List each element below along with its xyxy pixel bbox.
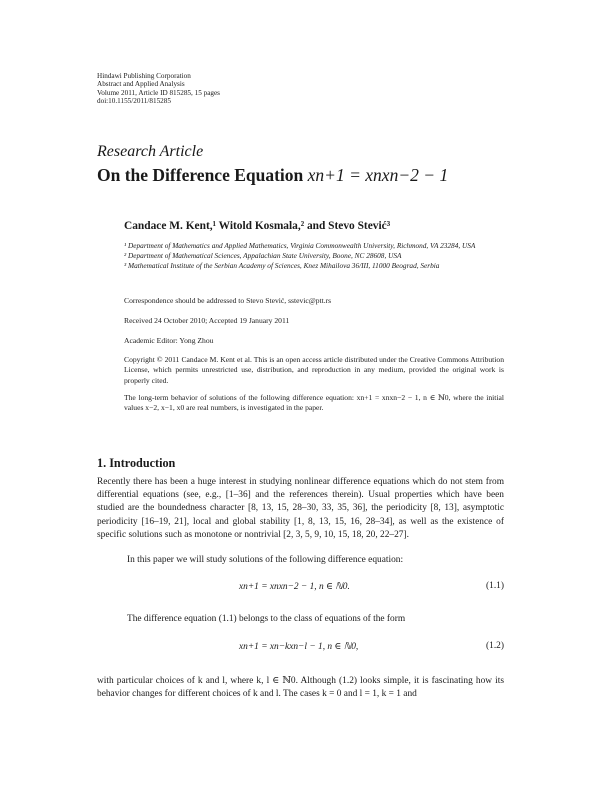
article-type: Research Article xyxy=(97,143,204,160)
title-equation: xn+1 = xnxn−2 − 1 xyxy=(307,165,449,185)
journal-header xyxy=(97,72,220,106)
intro-paragraph-2-text: In this paper we will study solutions of the following difference equation: xyxy=(127,555,404,565)
intro-paragraph-2 xyxy=(97,554,504,567)
intro-paragraph-3-text: The difference equation (1.1) belongs to the class of equations of the form xyxy=(127,614,406,624)
received-dates: Received 24 October 2010; Accepted 19 January 2011 xyxy=(124,316,290,325)
intro-paragraph-1: Recently there has been a huge interest in studying nonlinear difference equations which do not stem from differential equations (see, e.g., [1–36] and the references therein). Usual properties which have been studied are the boundedness character [8, 13, 15, 28–30, 33, 35, 36], the periodicity [8, 13], asymptotic periodicity [16–19, 21], local and global stability [1, 8, 13, 15, 16, 28–34], as well as the existence of specific solutions such as monotone or nontrivial [2, 3, 5, 9, 10, 15, 18, 20, 22–27]. xyxy=(97,477,504,540)
affiliation-1: ¹ Department of Mathematics and Applied Mathematics, Virginia Commonwealth University, Richmond, VA 23284, USA xyxy=(124,241,476,250)
copyright-notice: Copyright © 2011 Candace M. Kent et al. This is an open access article distributed under the Creative Commons Attribution License, which permits unrestricted use, distribution, and reproduction in any medium, provided the original work is properly cited. xyxy=(124,355,504,385)
affiliation-2: ² Department of Mathematical Sciences, Appalachian State University, Boone, NC 28608, USA xyxy=(124,251,402,261)
equation-1-2-expr: xn+1 = xn−kxn−l − 1, n ∈ ℕ0, xyxy=(239,642,359,652)
equation-1-1-number: (1.1) xyxy=(486,581,504,591)
academic-editor: Academic Editor: Yong Zhou xyxy=(124,336,214,345)
equation-1-2-number: (1.2) xyxy=(486,641,504,651)
correspondence: Correspondence should be addressed to Stevo Stević, sstevic@ptt.rs xyxy=(124,296,332,305)
intro-paragraph-4: with particular choices of k and l, where k, l ∈ ℕ0. Although (1.2) looks simple, it is fascinating how its behavior changes for different choices of k and l. The cases k = 0 and l = 1, k = 1 and xyxy=(97,676,504,700)
article-title xyxy=(97,165,448,186)
doi: doi:10.1155/2011/815285 xyxy=(97,97,171,106)
intro-paragraph-3 xyxy=(97,613,504,626)
title-text: On the Difference Equation xyxy=(97,165,304,185)
section-heading: 1. Introduction xyxy=(97,456,176,470)
affiliation-3: ³ Mathematical Institute of the Serbian Academy of Sciences, Knez Mihailova 36/III, 11000 Beograd, Serbia xyxy=(124,261,440,271)
abstract: The long-term behavior of solutions of the following difference equation: xn+1 = xnxn−2 − 1, n ∈ ℕ0, where the initial values x−2, x−1, x0 are real numbers, is investigated in the paper. xyxy=(124,393,504,413)
publisher: Hindawi Publishing Corporation xyxy=(97,72,191,80)
journal-name: Abstract and Applied Analysis xyxy=(97,80,185,89)
equation-1-1-expr: xn+1 = xnxn−2 − 1, n ∈ ℕ0. xyxy=(239,582,350,592)
affiliations xyxy=(124,241,506,272)
volume-info: Volume 2011, Article ID 815285, 15 pages xyxy=(97,88,220,97)
authors: Candace M. Kent,¹ Witold Kosmala,² and Stevo Stević³ xyxy=(124,220,391,232)
